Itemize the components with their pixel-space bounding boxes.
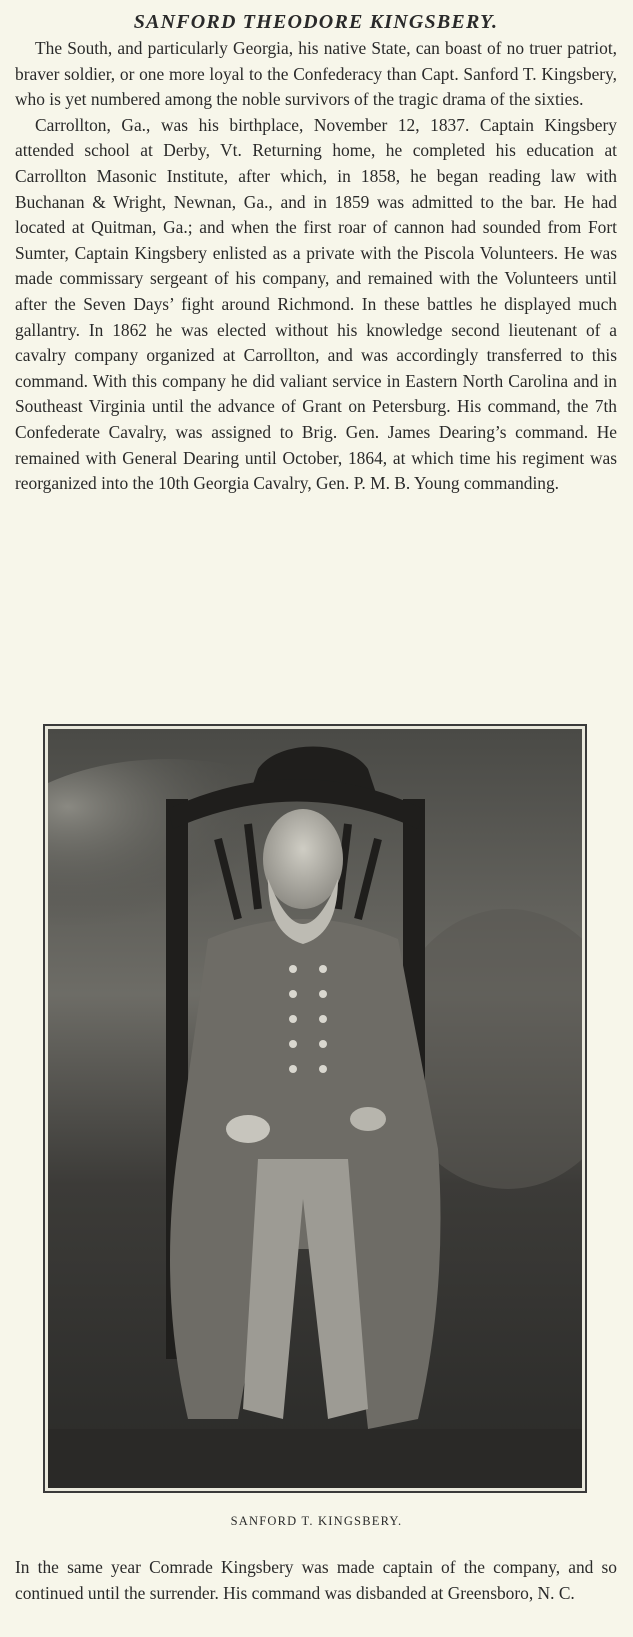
portrait-photo bbox=[48, 729, 582, 1488]
photo-caption: SANFORD T. KINGSBERY. bbox=[230, 1514, 403, 1528]
intro-paragraph: The South, and particularly Georgia, his native State, can boast of no truer patriot, braver soldier, or one more loyal to the Confederacy than Capt. Sanford T. Kingsbery, who is yet numbered among the noble survivors of the tragic drama of the sixties. bbox=[15, 38, 617, 110]
closing-paragraph: In the same year Comrade Kingsbery was made captain of the company, and so continued until the surrender. His command was disbanded at Greensboro, N. C. bbox=[15, 1557, 617, 1603]
portrait-photo-frame bbox=[43, 724, 587, 1493]
article-title: SANFORD THEODORE KINGSBERY. bbox=[133, 11, 499, 33]
biography-paragraph: Carrollton, Ga., was his birthplace, November 12, 1837. Captain Kingsbery attended school at Derby, Vt. Returning home, he completed his education at Carrollton Masonic Institute, after which, in 1858, he began reading law with Buchanan & Wright, Newnan, Ga., and in 1859 was admitted to the bar. He had located at Quitman, Ga.; and when the first roar of cannon had sounded from Fort Sumter, Captain Kingsbery enlisted as a private with the Piscola Volunteers. He was made commissary sergeant of his company, and remained with the Volunteers until after the Seven Days’ fight around Richmond. In these battles he displayed much gallantry. In 1862 he was elected without his knowledge second lieutenant of a cavalry company organized at Carrollton, and was accordingly transferred to this command. With this company he did valiant service in Eastern North Carolina and in Southeast Virginia until the advance of Grant on Petersburg. His command, the 7th Confederate Cavalry, was assigned to Brig. Gen. James Dearing’s command. He remained with General Dearing until October, 1864, at which time his regiment was reorganized into the 10th Georgia Cavalry, Gen. P. M. B. Young commanding. bbox=[15, 114, 617, 494]
